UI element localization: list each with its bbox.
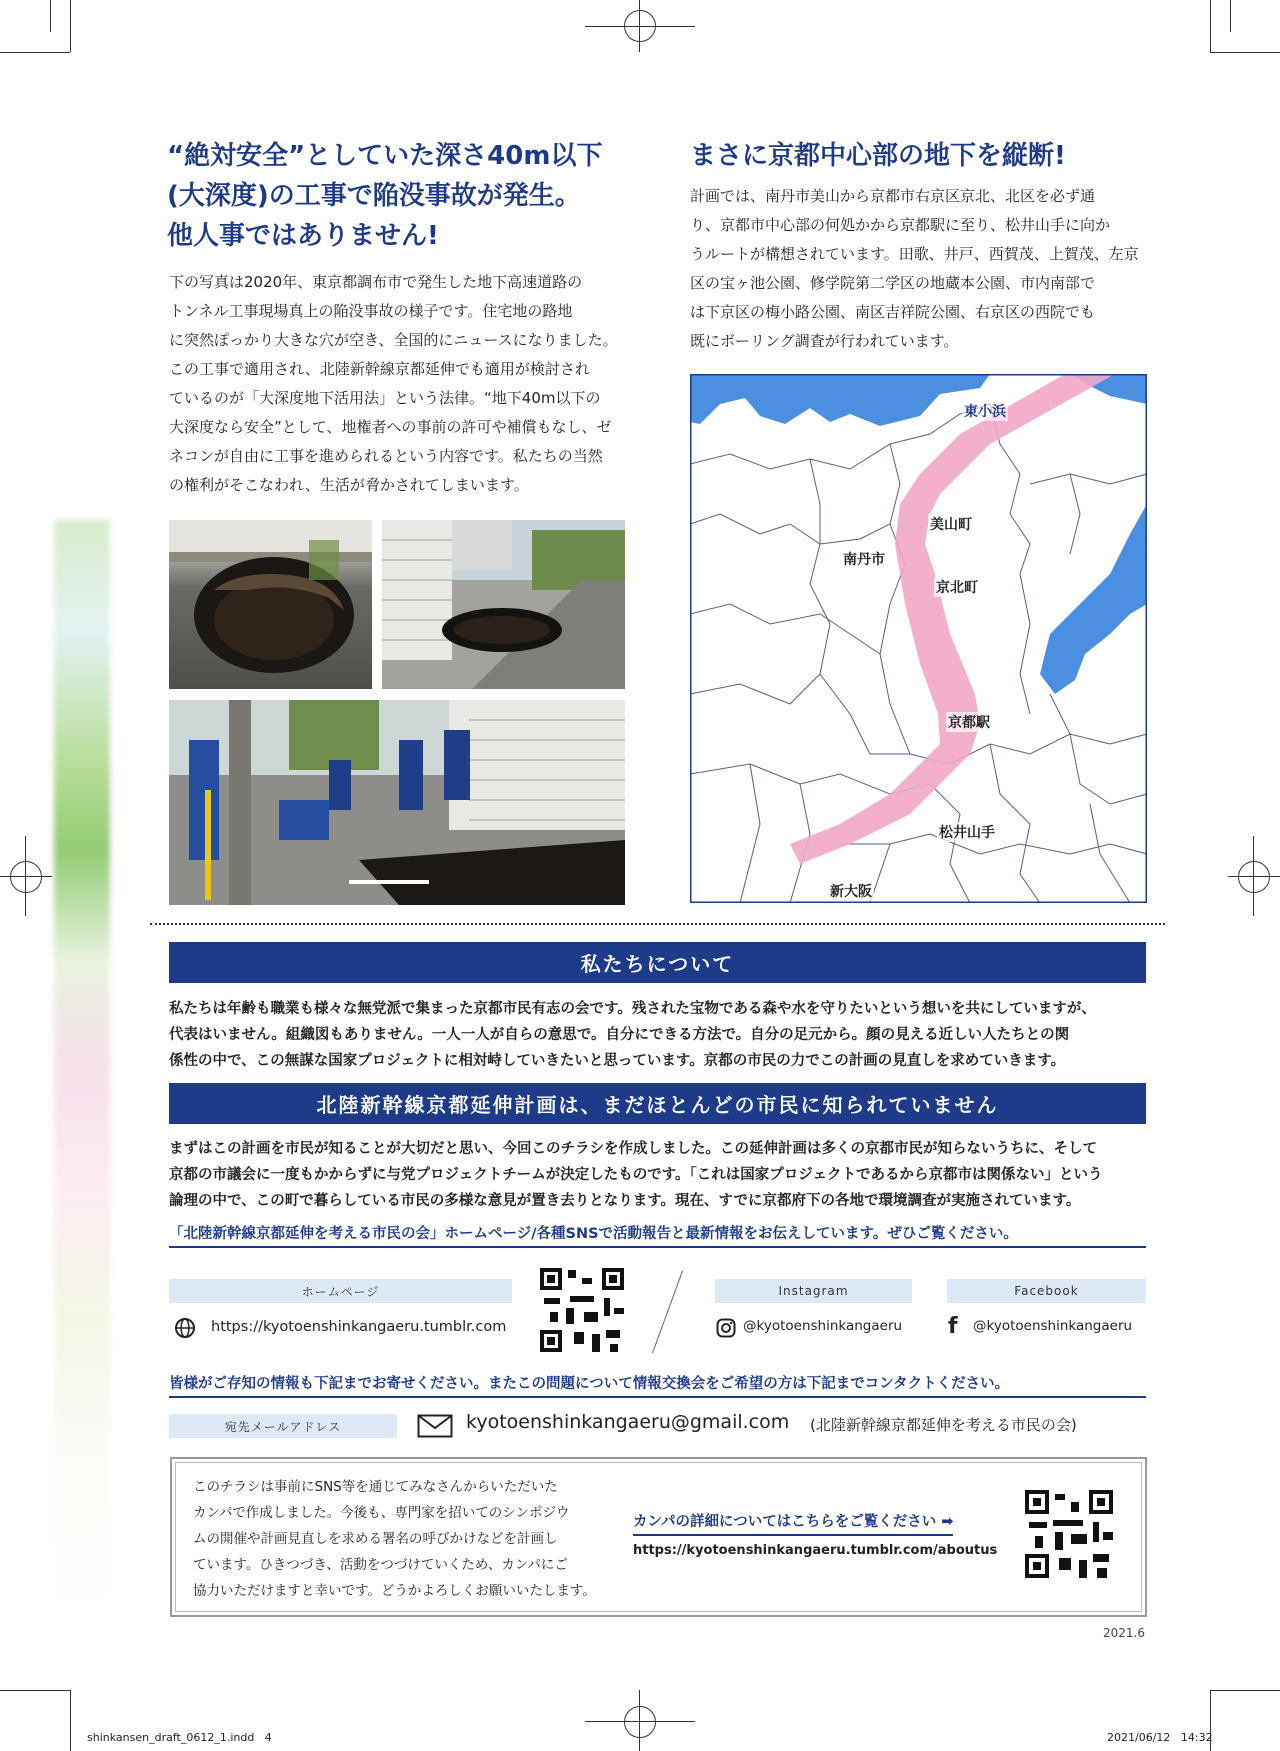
para-line: 係性の中で、この無謀な国家プロジェクトに相対峙していきたいと思っています。京都の市民の力でこの計画の見直しを求めていきます。 (169, 1053, 1066, 1069)
homepage-link[interactable]: https://kyotoenshinkangaeru.tumblr.com (211, 1319, 507, 1335)
map-label-keihoku: 京北町 (934, 577, 980, 597)
footer-timestamp: 2021/06/12 14:32 (1107, 1731, 1213, 1744)
registration-mark (585, 1721, 695, 1722)
body-line: この工事で適用され、北陸新幹線京都延伸でも適用が検討され (169, 360, 590, 378)
body-line: トンネル工事現場真上の陥没事故の様子です。住宅地の路地 (169, 302, 573, 320)
crop-mark (70, 1690, 71, 1751)
links-intro: 「北陸新幹線京都延伸を考える市民の会」ホームページ/各種SNSで活動報告と最新情報をお伝えしています。ぜひご覧ください。 (169, 1222, 1146, 1248)
left-heading-line: (大深度)の工事で陥没事故が発生。 (167, 181, 581, 211)
left-body (169, 268, 639, 500)
body-line: ネコンが自由に工事を進められるという内容です。私たちの当然 (169, 447, 603, 465)
donation-line: ムの開催や計画見直しを求める署名の呼びかけなどを計画し (193, 1531, 558, 1547)
watercolor-decoration (54, 520, 110, 1620)
body-line: ているのが「大深度地下活用法」という法律。“地下40m以下の (169, 389, 601, 407)
right-body (690, 182, 1150, 356)
body-line: 既にボーリング調査が行われています。 (690, 332, 959, 350)
crop-mark (0, 52, 70, 53)
donation-line: ています。ひきつづき、活動をつづけていくため、カンパにご (193, 1557, 568, 1573)
map-label-kyoto-station: 京都駅 (946, 712, 992, 732)
notice-title-bar: 北陸新幹線京都延伸計画は、まだほとんどの市民に知られていません (169, 1083, 1146, 1124)
crop-mark (1210, 0, 1211, 52)
registration-mark (639, 0, 640, 52)
sinkhole-photo-2 (382, 520, 625, 689)
org-name: (北陸新幹線京都延伸を考える市民の会) (810, 1416, 1077, 1434)
map-label-higashi-obama: 東小浜 (962, 401, 1008, 421)
email-address[interactable]: kyotoenshinkangaeru@gmail.com (466, 1411, 790, 1433)
route-map-svg (690, 374, 1147, 903)
body-line: 大深度なら安全”として、地権者への事前の許可や補償もなし、ゼ (169, 418, 612, 436)
donation-url[interactable]: https://kyotoenshinkangaeru.tumblr.com/aboutus (633, 1543, 998, 1558)
para-line: 私たちは年齢も職業も様々な無党派で集まった京都市民有志の会です。残された宝物である森や水を守りたいという想いを共にしていますが、 (169, 1001, 1096, 1017)
body-line: 下の写真は2020年、東京都調布市で発生した地下高速道路の (169, 273, 583, 291)
body-line: は下京区の梅小路公園、南区吉祥院公園、右京区の西院でも (690, 303, 1096, 321)
slash-divider (652, 1270, 683, 1353)
left-heading-line: “絶対安全”としていた深さ40m以下 (167, 141, 603, 171)
crop-mark (1230, 0, 1231, 32)
homepage-qr-code[interactable] (540, 1268, 624, 1352)
body-line: 区の宝ヶ池公園、修学院第二学区の地蔵本公園、市内南部で (690, 274, 1096, 292)
map-label-nantan: 南丹市 (843, 552, 885, 568)
donation-line: 協力いただけますと幸いです。どうかよろしくお願いいたします。 (193, 1583, 596, 1599)
facebook-handle[interactable]: @kyotoenshinkangaeru (973, 1318, 1133, 1334)
crop-mark (1210, 1690, 1280, 1691)
para-line: 代表はいません。組織図もありません。一人一人が自らの意思で。自分にできる方法で。自分の足元から。顔の見える近しい人たちとの関 (169, 1027, 1070, 1043)
donation-line: このチラシは事前にSNS等を通じてみなさんからいただいた (193, 1479, 558, 1495)
body-line: うルートが構想されています。田歌、井戸、西賀茂、上賀茂、左京 (690, 245, 1139, 263)
mail-icon (417, 1414, 453, 1438)
crop-mark (50, 0, 51, 32)
crop-mark (0, 1690, 70, 1691)
instagram-handle[interactable]: @kyotoenshinkangaeru (743, 1318, 903, 1334)
registration-mark (1228, 876, 1280, 877)
facebook-icon: f (948, 1314, 958, 1339)
homepage-label: ホームページ (169, 1279, 512, 1303)
crop-mark (70, 0, 71, 52)
donation-cta[interactable]: カンパの詳細についてはこちらをご覧ください ➡ (633, 1510, 953, 1536)
registration-mark (639, 1690, 640, 1751)
instagram-label: Instagram (715, 1279, 912, 1303)
para-line: まずはこの計画を市民が知ることが大切だと思い、今回このチラシを作成しました。この延伸計画は多くの京都市民が知らないうちに、そして (169, 1141, 1097, 1157)
donation-text (193, 1474, 633, 1604)
map-label-miyama: 美山町 (928, 514, 974, 534)
para-line: 京都の市議会に一度もかからずに与党プロジェクトチームが決定したものです。「これは国家プロジェクトであるから京都市は関係ない」という (169, 1167, 1103, 1183)
para-line: 論理の中で、この町で暮らしている市民の多様な意見が置き去りとなります。現在、すでに京都府下の各地で環境調査が実施されています。 (169, 1193, 1081, 1209)
facebook-label: Facebook (947, 1279, 1146, 1303)
right-heading: まさに京都中心部の地下を縦断! (690, 141, 1066, 171)
map-label-matsuiyamate: 松井山手 (937, 822, 997, 842)
donation-qr-code[interactable] (1025, 1490, 1113, 1578)
instagram-icon (716, 1318, 736, 1338)
about-title-bar: 私たちについて (169, 942, 1146, 983)
about-text (169, 996, 1146, 1074)
registration-mark (1253, 836, 1254, 916)
body-line: に突然ぽっかり大きな穴が空き、全国的にニュースになりました。 (169, 331, 618, 349)
dotted-divider (150, 923, 1165, 925)
sinkhole-photo-1 (169, 520, 372, 689)
body-line: 計画では、南丹市美山から京都市右京区京北、北区を必ず通 (690, 187, 1096, 205)
donation-line: カンパで作成しました。今後も、専門家を招いてのシンポジウ (193, 1505, 570, 1521)
registration-mark (10, 861, 42, 893)
footer-filename: shinkansen_draft_0612_1.indd 4 (87, 1731, 272, 1744)
contact-intro: 皆様がご存知の情報も下記までお寄せください。またこの問題について情報交換会をご希望の方は下記までコンタクトください。 (169, 1372, 1146, 1398)
registration-mark (585, 26, 695, 27)
body-line: り、京都市中心部の何処かから京都駅に至り、松井山手に向か (690, 216, 1111, 234)
route-map (690, 374, 1147, 903)
left-heading (167, 136, 647, 256)
map-label-shin-osaka: 新大阪 (828, 881, 874, 901)
issue-date: 2021.6 (1103, 1626, 1145, 1640)
registration-mark (25, 836, 26, 916)
registration-mark (1238, 861, 1270, 893)
notice-text (169, 1136, 1146, 1214)
body-line: の権利がそこなわれ、生活が脅かされてしまいます。 (169, 476, 529, 494)
left-heading-line: 他人事ではありません! (167, 221, 439, 251)
registration-mark (624, 1706, 656, 1738)
email-label: 宛先メールアドレス (169, 1414, 397, 1438)
sinkhole-photo-3 (169, 700, 625, 905)
registration-mark (0, 876, 52, 877)
crop-mark (1210, 52, 1280, 53)
globe-icon (174, 1317, 196, 1339)
